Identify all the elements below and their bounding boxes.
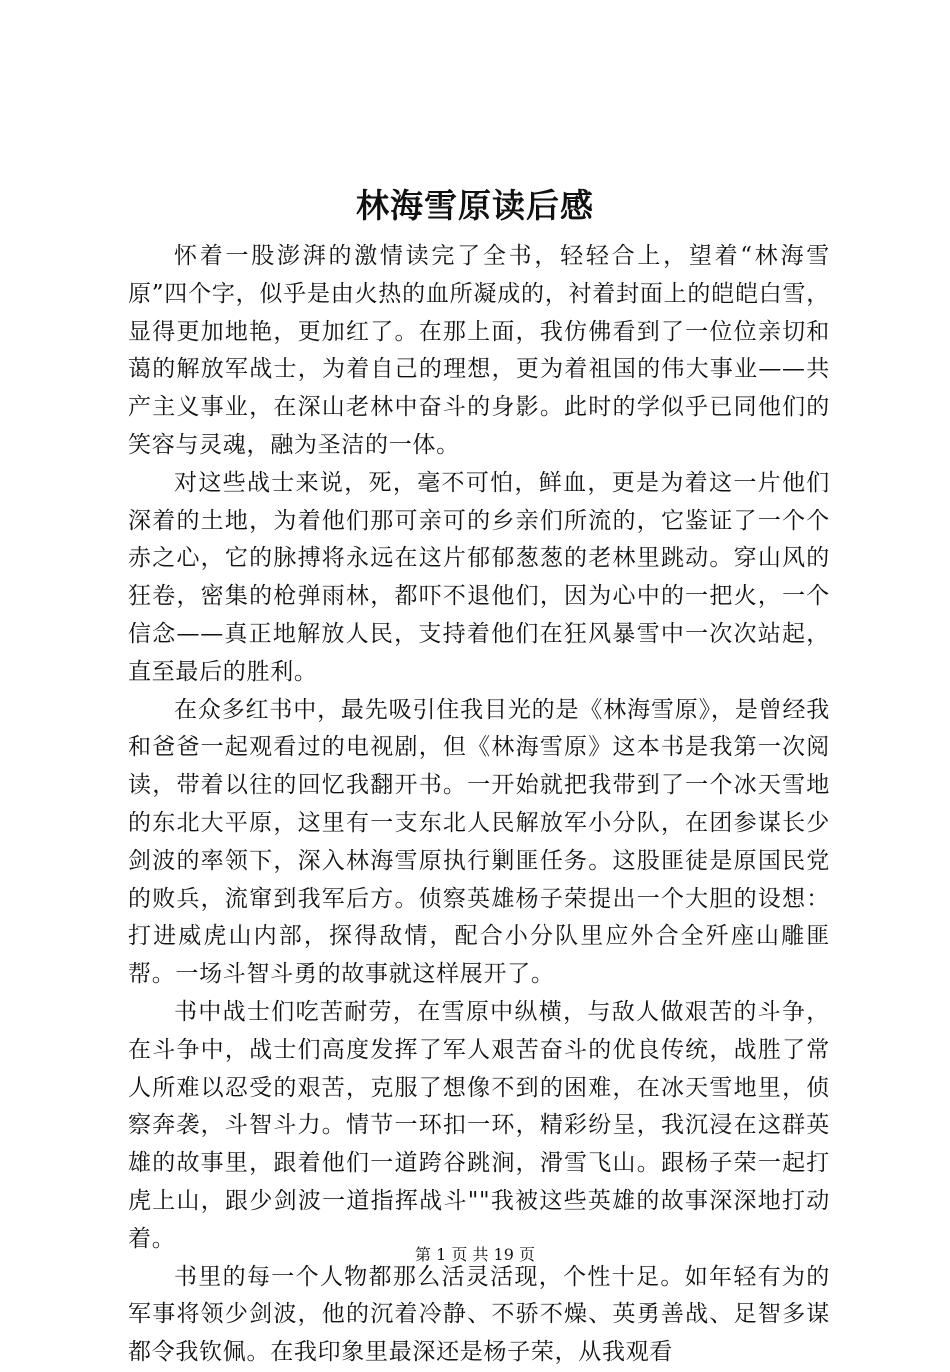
paragraph: 在众多红书中，最先吸引住我目光的是《林海雪原》，是曾经我和爸爸一起观看过的电视剧，但《林海雪原》这本书是我第一次阅读，带着以往的回忆我翻开书。一开始就把我带到了一个冰天雪地的东北大平原，这里有一支东北人民解放军小分队，在团参谋长少剑波的率领下，深入林海雪原执行剿匪任务。这股匪徒是原国民党的败兵，流窜到我军后方。侦察英雄杨子荣提出一个大胆的设想：打进威虎山内部，探得敌情，配合小分队里应外合全歼座山雕匪帮。一场斗智斗勇的故事就这样展开了。 [128, 696, 830, 988]
page-footer: 第 1 页 共 19 页 [415, 1245, 535, 1264]
paragraph: 怀着一股澎湃的激情读完了全书，轻轻合上，望着“林海雪原”四个字，似乎是由火热的血所凝成的，衬着封面上的皑皑白雪，显得更加地艳，更加红了。在那上面，我仿佛看到了一位位亲切和蔼的解放军战士，为着自己的理想，更为着祖国的伟大事业——共产主义事业，在深山老林中奋斗的身影。此时的学似乎已同他们的笑容与灵魂，融为圣洁的一体。 [128, 243, 830, 458]
paragraph: 对这些战士来说，死，毫不可怕，鲜血，更是为着这一片他们深着的土地，为着他们那可亲可的乡亲们所流的，它鉴证了一个个赤之心，它的脉搏将永远在这片郁郁葱葱的老林里跳动。穿山风的狂卷，密集的枪弹雨林，都吓不退他们，因为心中的一把火，一个信念——真正地解放人民，支持着他们在狂风暴雪中一次次站起，直至最后的胜利。 [128, 469, 830, 685]
paragraph: 书中战士们吃苦耐劳，在雪原中纵横，与敌人做艰苦的斗争，在斗争中，战士们高度发挥了军人艰苦奋斗的优良传统，战胜了常人所难以忍受的艰苦，克服了想像不到的困难，在冰天雪地里，侦察奔袭，斗智斗力。情节一环扣一环，精彩纷呈，我沉浸在这群英雄的故事里，跟着他们一道跨谷跳涧，滑雪飞山。跟杨子荣一起打虎上山，跟少剑波一道指挥战斗""我被这些英雄的故事深深地打动着。 [128, 998, 830, 1252]
document-title: 林海雪原读后感 [356, 186, 594, 225]
paragraph: 书里的每一个人物都那么活灵活现，个性十足。如年轻有为的军事将领少剑波，他的沉着冷静、不骄不燥、英勇善战、足智多谋都令我钦佩。在我印象里最深还是杨子荣，从我观看 [128, 1263, 830, 1366]
